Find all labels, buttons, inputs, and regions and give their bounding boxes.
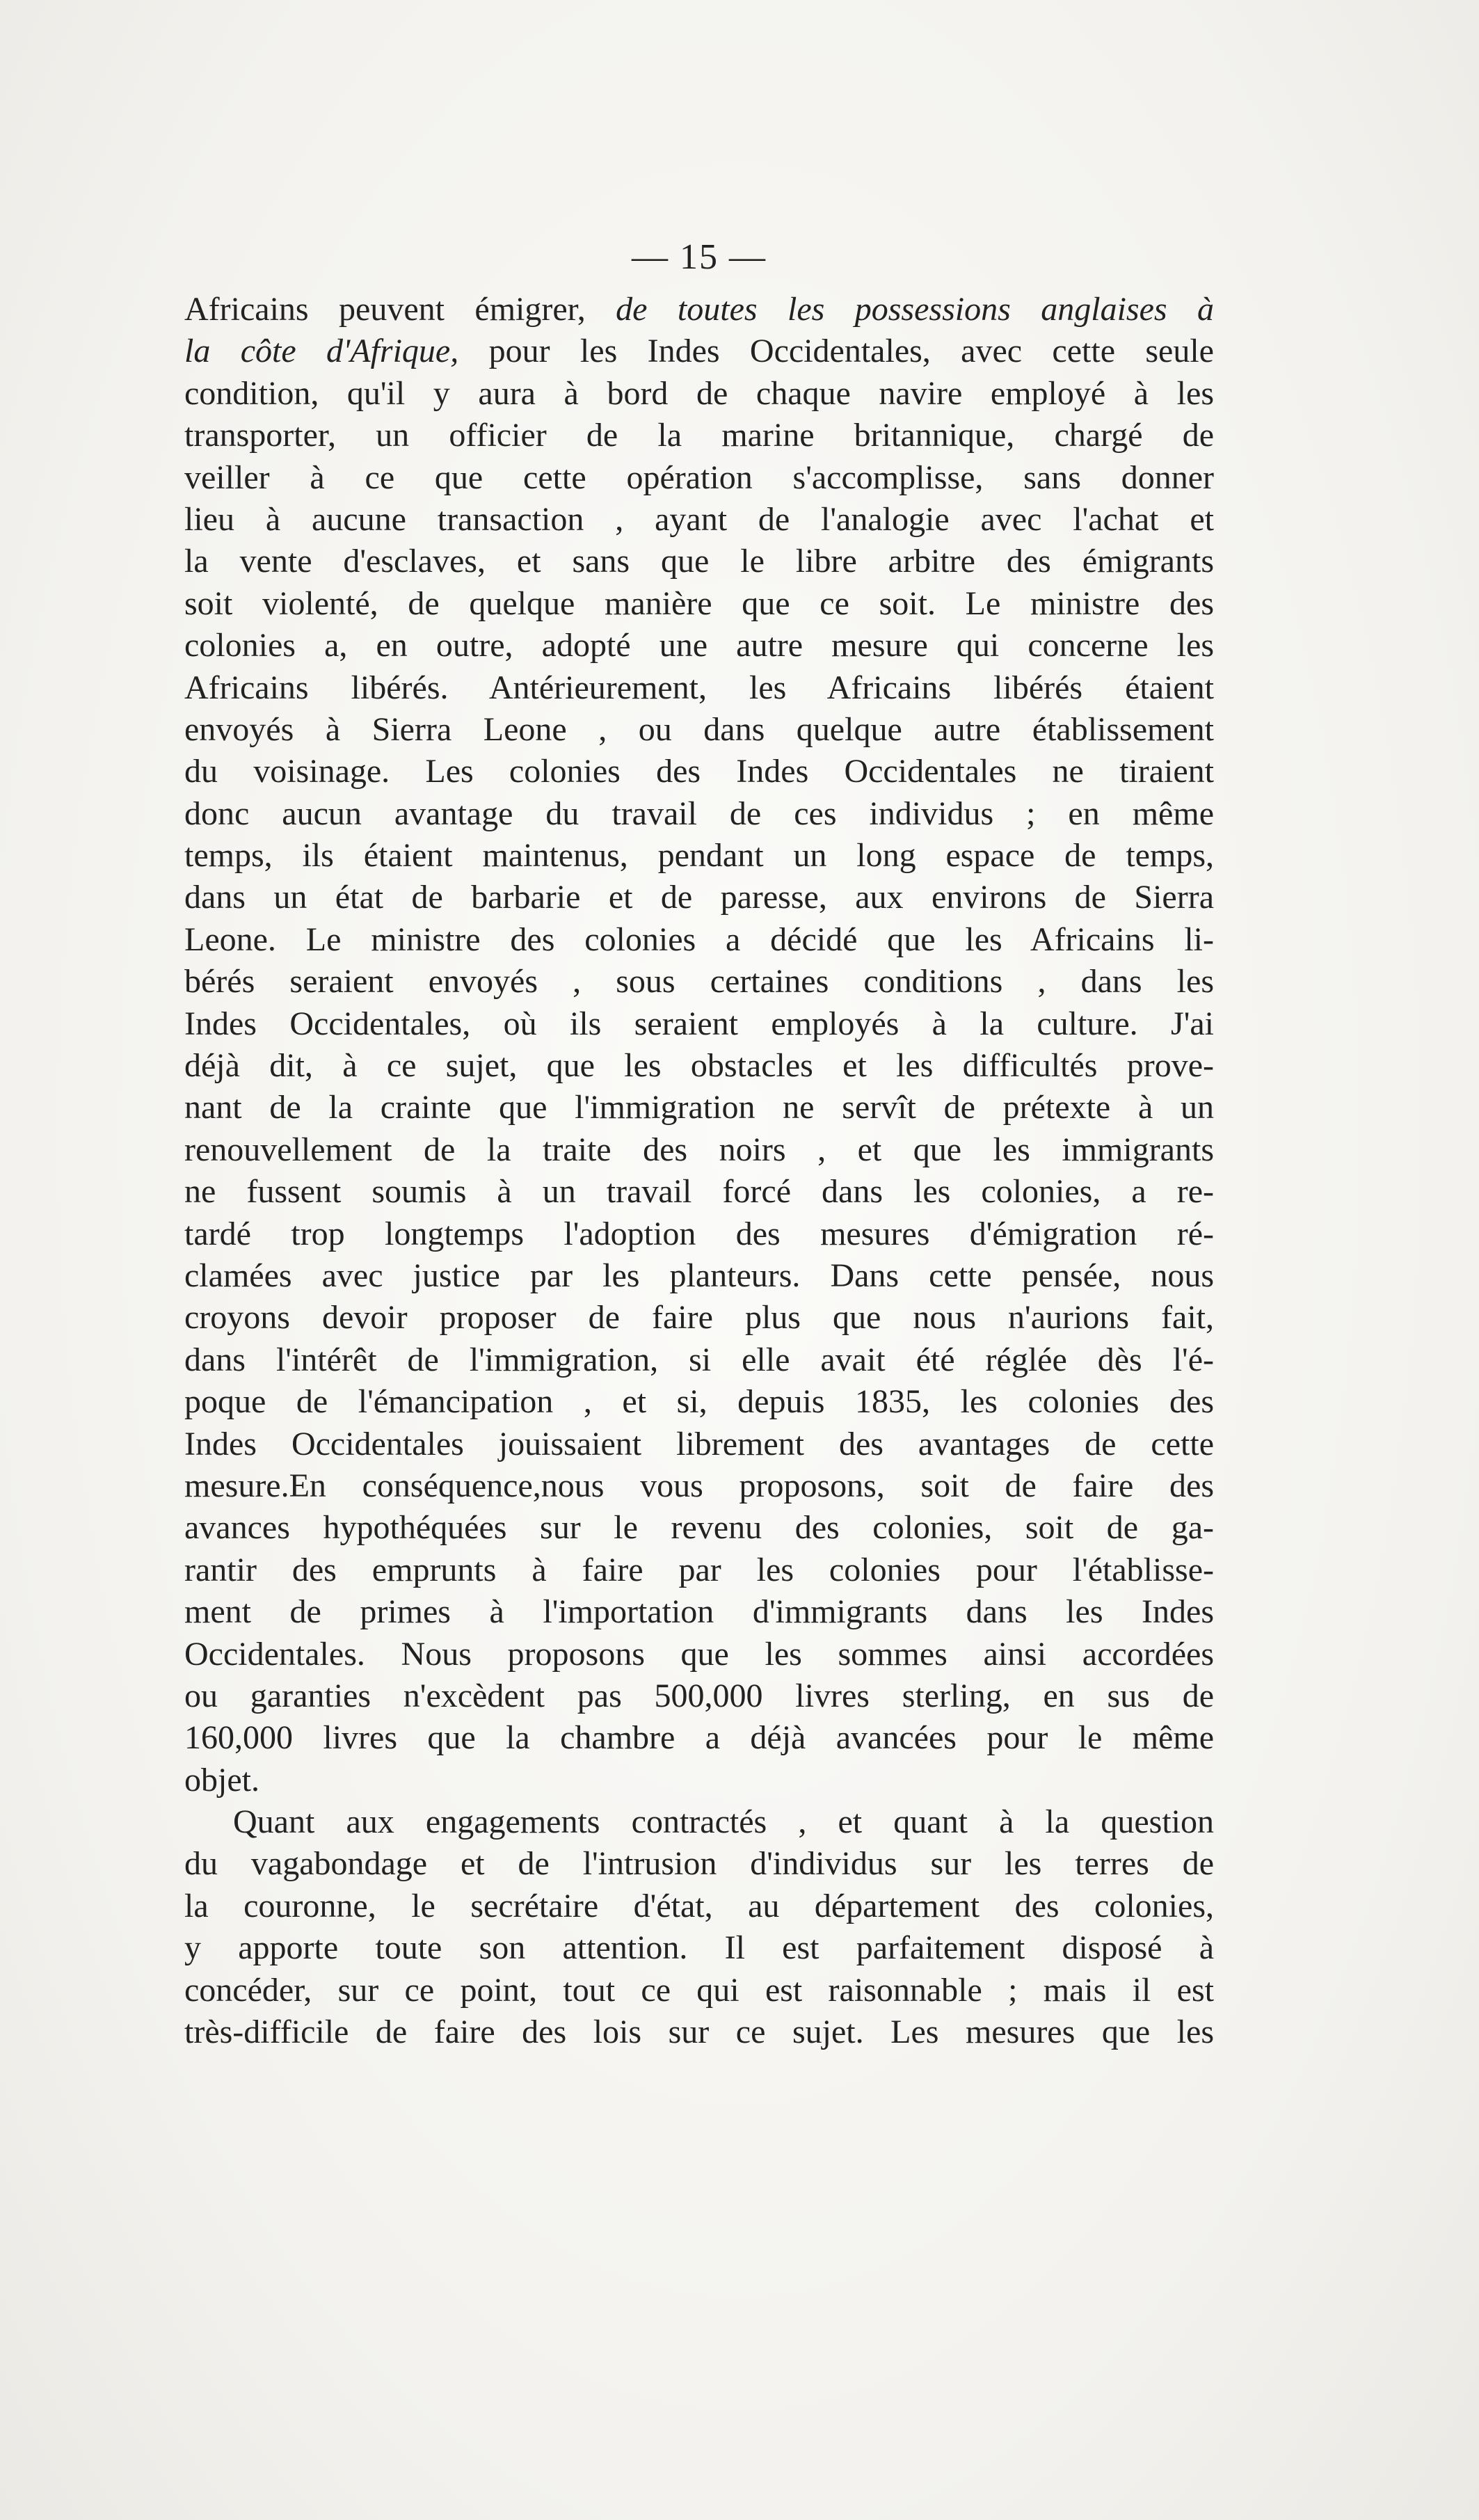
text-segment: veiller à ce que cette opération s'accomplisse, sans donner: [184, 458, 1214, 496]
text-segment: très-difficile de faire des lois sur ce sujet. Les mesures que les: [184, 2013, 1214, 2051]
text-segment: transporter, un officier de la marine britannique, chargé de: [184, 417, 1214, 454]
text-segment: pour les Indes Occidentales, avec cette seule: [458, 333, 1214, 370]
text-segment: soit violenté, de quelque manière que ce soit. Le ministre des: [184, 584, 1214, 622]
text-line: [184, 877, 1214, 918]
text-segment: poque de l'émancipation , et si, depuis 1835, les colonies des: [184, 1383, 1214, 1421]
text-segment: 160,000 livres que la chambre a déjà avancées pour le même: [184, 1719, 1214, 1757]
text-line: [184, 835, 1214, 877]
text-segment: renouvellement de la traite des noirs , et que les immigrants: [184, 1131, 1214, 1168]
text-segment: ou garanties n'excèdent pas 500,000 livres sterling, en sus de: [184, 1677, 1214, 1714]
text-segment: Occidentales. Nous proposons que les sommes ainsi accordées: [184, 1635, 1214, 1673]
text-segment: envoyés à Sierra Leone , ou dans quelque autre établissement: [184, 710, 1214, 748]
text-line: [184, 1760, 1214, 1801]
text-line: [184, 1003, 1214, 1045]
italic-text: de toutes les possessions anglaises à: [616, 291, 1214, 328]
text-line: [184, 1171, 1214, 1213]
text-segment: tardé trop longtemps l'adoption des mesures d'émigration ré-: [184, 1215, 1214, 1252]
text-segment: bérés seraient envoyés , sous certaines conditions , dans les: [184, 963, 1214, 1000]
text-line: [184, 583, 1214, 625]
text-line: [184, 1927, 1214, 1969]
text-segment: colonies a, en outre, adopté une autre mesure qui concerne les: [184, 627, 1214, 664]
text-segment: Indes Occidentales, où ils seraient employés à la culture. J'ai: [184, 1005, 1214, 1042]
text-line: [184, 1885, 1214, 1927]
text-segment: Quant aux engagements contractés , et quant à la question: [233, 1803, 1214, 1841]
text-line: [184, 1801, 1214, 1843]
text-line: [184, 499, 1214, 541]
text-line: [184, 1339, 1214, 1381]
text-segment: y apporte toute son attention. Il est parfaitement disposé à: [184, 1929, 1214, 1967]
text-line: [184, 709, 1214, 751]
text-line: [184, 751, 1214, 792]
text-segment: Leone. Le ministre des colonies a décidé que les Africains li-: [184, 920, 1214, 958]
text-line: [184, 1675, 1214, 1717]
text-segment: Indes Occidentales jouissaient librement des avantages de cette: [184, 1425, 1214, 1462]
text-segment: ne fussent soumis à un travail forcé dans les colonies, a re-: [184, 1173, 1214, 1211]
text-segment: la vente d'esclaves, et sans que le libre arbitre des émigrants: [184, 543, 1214, 580]
text-line: [184, 1381, 1214, 1423]
text-line: [184, 667, 1214, 709]
text-segment: avances hypothéquées sur le revenu des colonies, soit de ga-: [184, 1509, 1214, 1547]
text-segment: Africains peuvent émigrer,: [184, 291, 616, 328]
text-line: [184, 1255, 1214, 1297]
text-line: [184, 1297, 1214, 1339]
text-segment: du voisinage. Les colonies des Indes Occidentales ne tiraient: [184, 753, 1214, 790]
text-segment: objet.: [184, 1761, 259, 1799]
text-line: [184, 1424, 1214, 1465]
text-line: [184, 330, 1214, 372]
text-line: [184, 961, 1214, 1003]
text-segment: lieu à aucune transaction , ayant de l'analogie avec l'achat et: [184, 500, 1214, 538]
page-number: — 15 —: [632, 237, 767, 277]
text-line: [184, 1549, 1214, 1591]
text-line: [184, 1213, 1214, 1255]
text-line: [184, 457, 1214, 499]
text-segment: la couronne, le secrétaire d'état, au département des colonies,: [184, 1887, 1214, 1924]
text-line: [184, 625, 1214, 667]
text-segment: dans un état de barbarie et de paresse, aux environs de Sierra: [184, 879, 1214, 916]
text-line: [184, 1129, 1214, 1171]
text-segment: ment de primes à l'importation d'immigrants dans les Indes: [184, 1593, 1214, 1631]
text-line: [184, 1507, 1214, 1549]
text-line: [184, 1717, 1214, 1759]
text-line: [184, 415, 1214, 456]
text-segment: nant de la crainte que l'immigration ne servît de prétexte à un: [184, 1089, 1214, 1126]
text-line: [184, 289, 1214, 330]
text-segment: déjà dit, à ce sujet, que les obstacles et les difficultés prove-: [184, 1047, 1214, 1085]
text-line: [184, 919, 1214, 961]
text-segment: temps, ils étaient maintenus, pendant un long espace de temps,: [184, 837, 1214, 875]
text-line: [184, 541, 1214, 582]
text-line: [184, 373, 1214, 415]
text-line: [184, 793, 1214, 835]
text-line: [184, 1465, 1214, 1507]
text-segment: rantir des emprunts à faire par les colonies pour l'établisse-: [184, 1551, 1214, 1588]
body-text: [184, 289, 1214, 2053]
text-segment: croyons devoir proposer de faire plus que nous n'aurions fait,: [184, 1299, 1214, 1337]
text-segment: clamées avec justice par les planteurs. Dans cette pensée, nous: [184, 1257, 1214, 1294]
text-line: [184, 1591, 1214, 1633]
text-line: [184, 2011, 1214, 2053]
text-segment: condition, qu'il y aura à bord de chaque navire employé à les: [184, 374, 1214, 412]
text-line: [184, 1045, 1214, 1087]
italic-text: la côte d'Afrique,: [184, 333, 459, 370]
book-page: [184, 230, 1214, 2352]
text-line: [184, 1970, 1214, 2011]
text-segment: du vagabondage et de l'intrusion d'individus sur les terres de: [184, 1845, 1214, 1883]
text-line: [184, 1843, 1214, 1885]
text-line: [184, 1634, 1214, 1675]
text-segment: concéder, sur ce point, tout ce qui est raisonnable ; mais il est: [184, 1971, 1214, 2009]
text-segment: mesure.En conséquence,nous vous proposons, soit de faire des: [184, 1467, 1214, 1504]
text-segment: dans l'intérêt de l'immigration, si elle avait été réglée dès l'é-: [184, 1341, 1214, 1378]
text-line: [184, 1087, 1214, 1129]
text-segment: Africains libérés. Antérieurement, les Africains libérés étaient: [184, 669, 1214, 706]
text-segment: donc aucun avantage du travail de ces individus ; en même: [184, 795, 1214, 832]
